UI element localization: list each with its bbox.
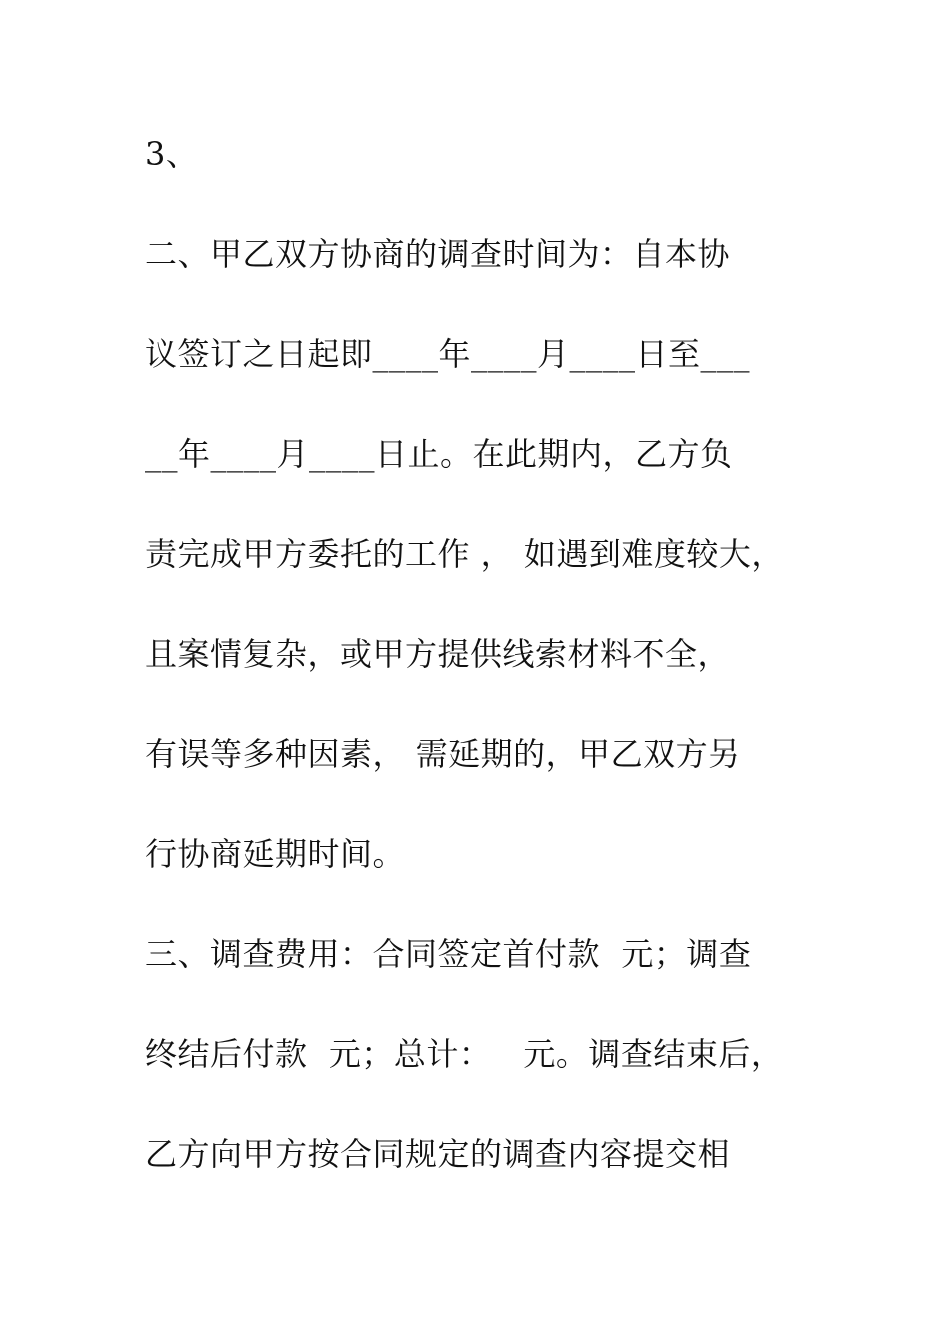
text-line-extension-negotiation: 行协商延期时间。 xyxy=(145,835,406,873)
text-line-section-three-heading: 三、调查费用：合同签定首付款 元；调查 xyxy=(145,935,752,973)
text-line-extension-factors: 有误等多种因素， 需延期的，甲乙双方另 xyxy=(145,735,741,773)
text-line-case-complexity: 且案情复杂，或甲方提供线索材料不全， xyxy=(145,635,731,673)
text-line-report-submission: 乙方向甲方按合同规定的调查内容提交相 xyxy=(145,1135,731,1173)
text-line-section-two-heading: 二、甲乙双方协商的调查时间为：自本协 xyxy=(145,235,731,273)
text-line-date-range-start: 议签订之日起即____年____月____日至___ xyxy=(145,335,751,373)
text-line-date-range-end: __年____月____日止。在此期内，乙方负 xyxy=(145,435,733,473)
text-line-responsibility: 责完成甲方委托的工作 ， 如遇到难度较大， xyxy=(145,535,784,573)
text-line-item-number: 3、 xyxy=(145,135,199,173)
text-line-payment-terms: 终结后付款 元；总计： 元。调查结束后， xyxy=(145,1035,784,1073)
